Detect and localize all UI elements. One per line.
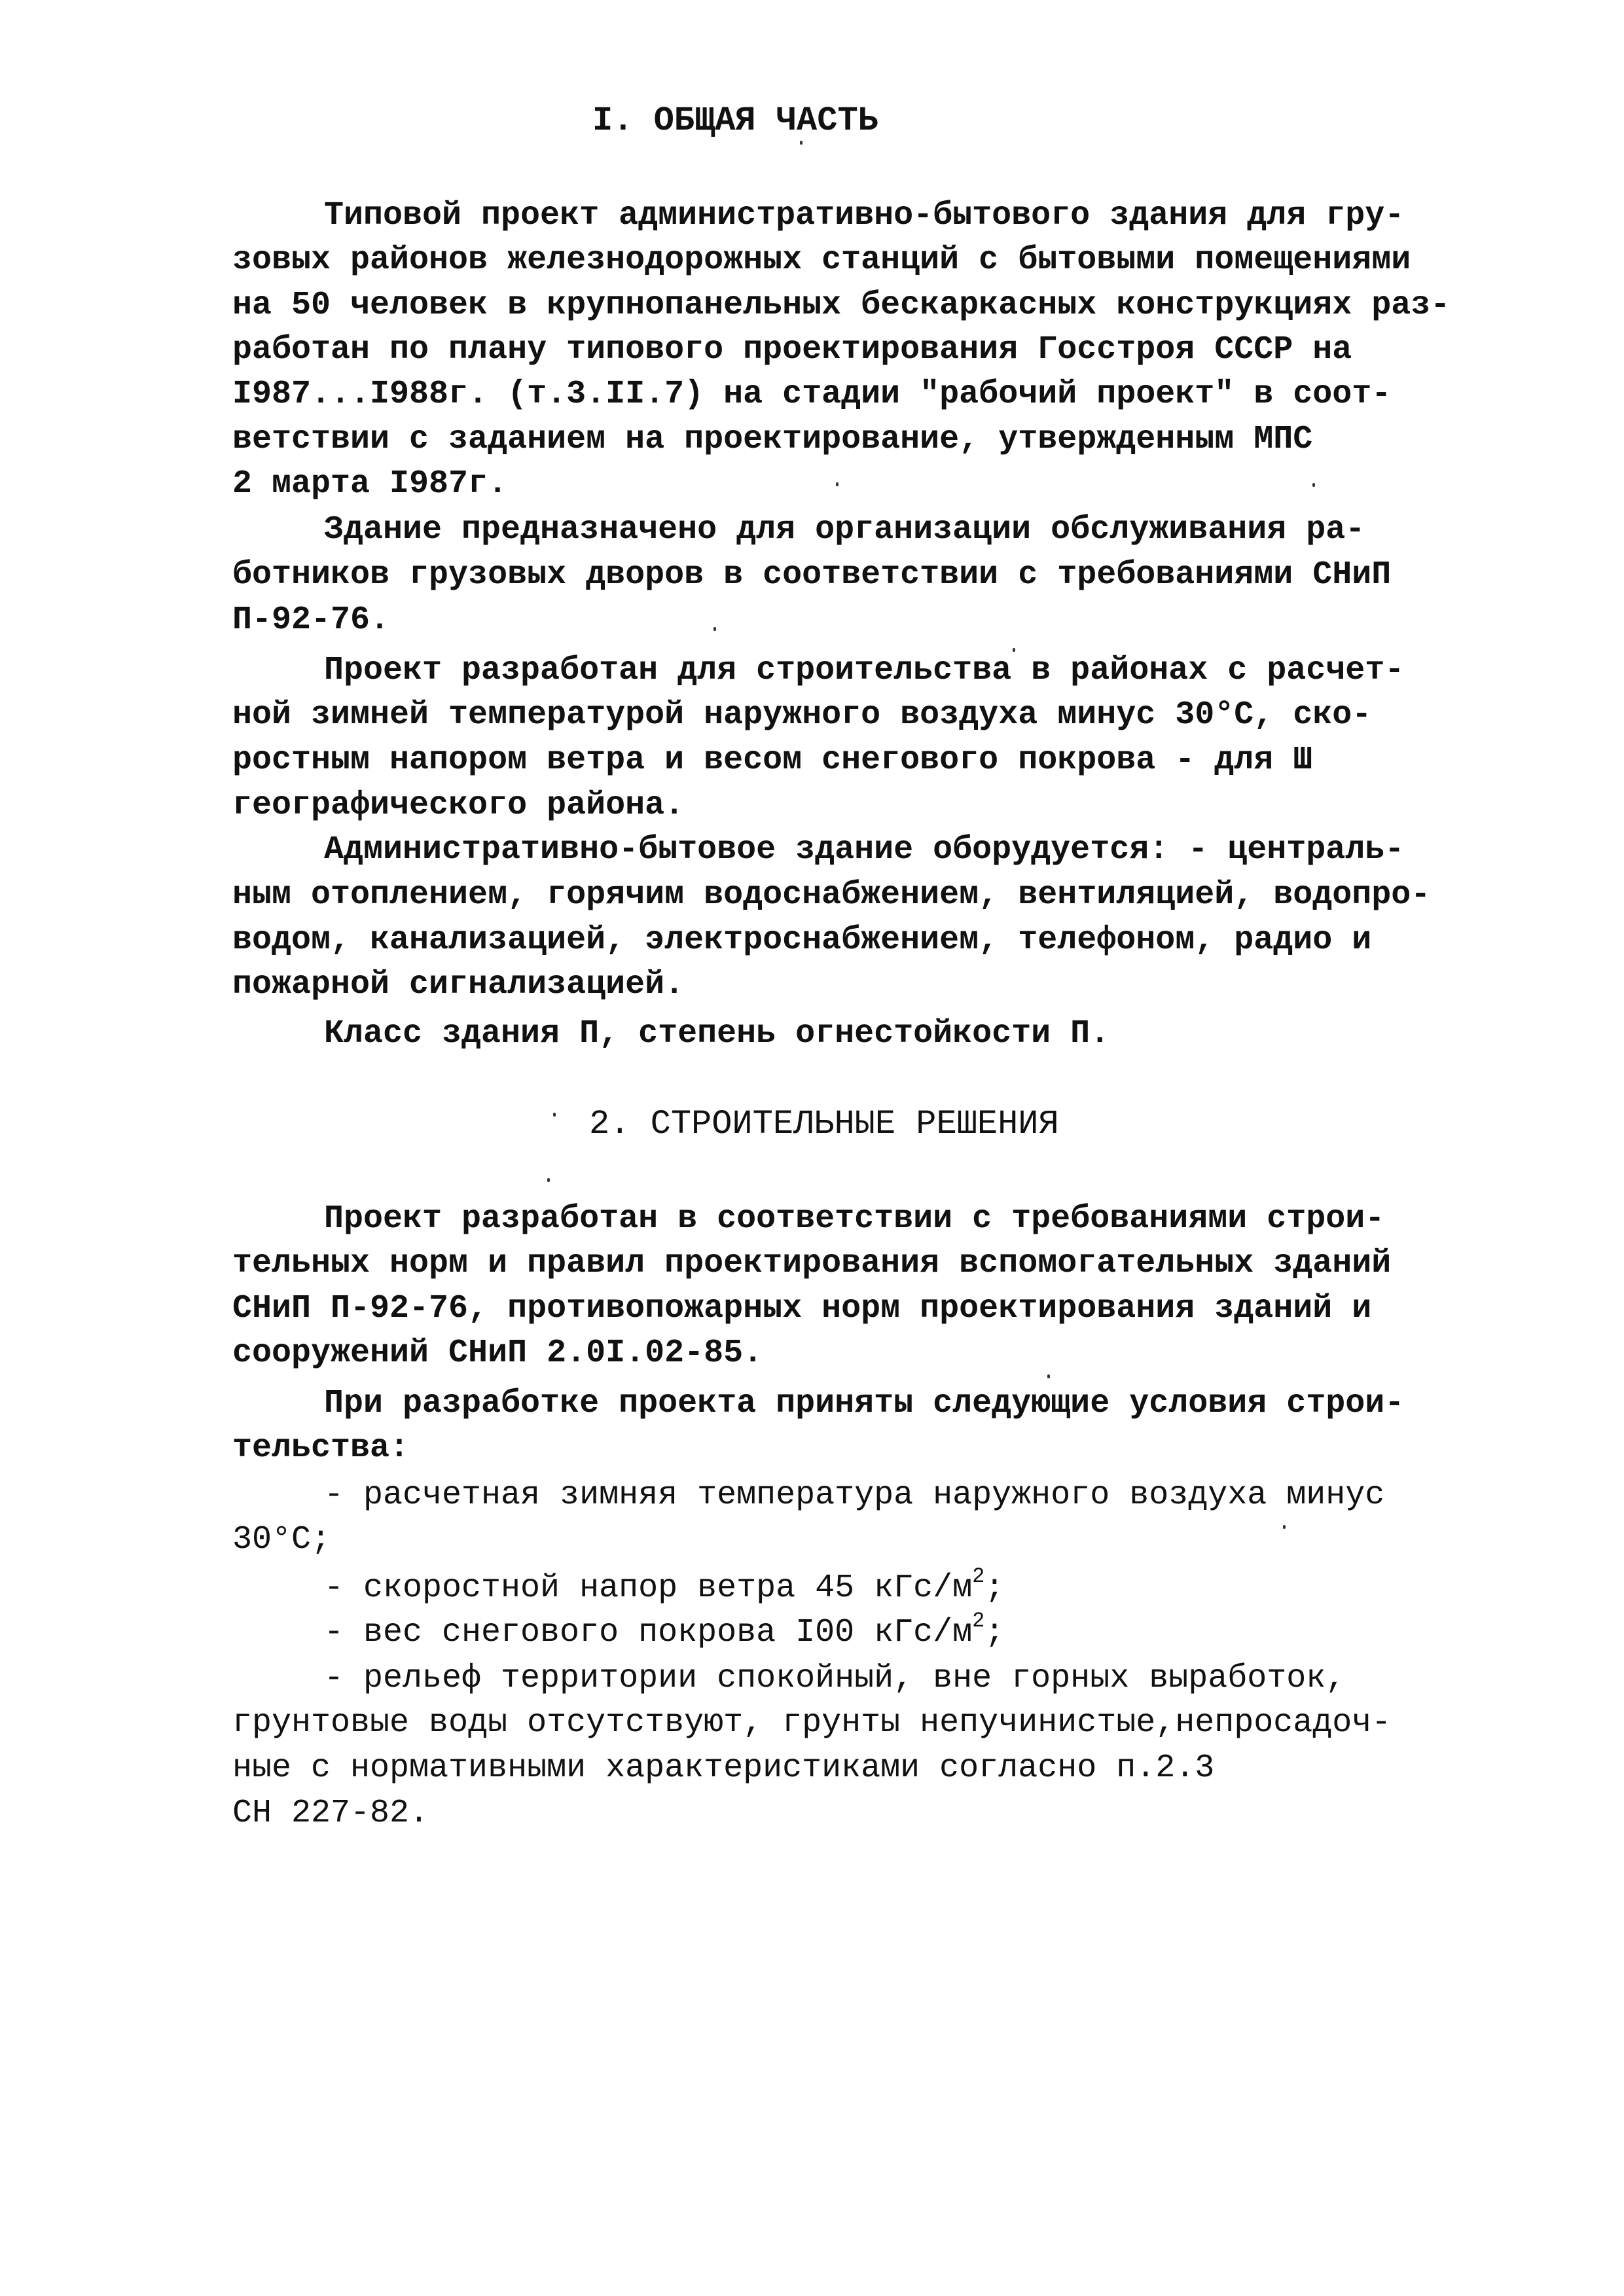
scan-speck xyxy=(1013,648,1015,652)
s1-p3-line-1: Проект разработан для строительства в районах с расчет- xyxy=(324,652,1405,689)
list-item-3-superscript: 2 xyxy=(972,1609,985,1633)
list-item-4-line-2: грунтовые воды отсутствуют, грунты непучинистые,непросадоч- xyxy=(232,1704,1392,1742)
scan-speck xyxy=(1047,1374,1050,1378)
s2-p1-line-2: тельных норм и правил проектирования вспомогательных зданий xyxy=(232,1245,1392,1282)
s2-p1-line-3: СНиП П-92-76, противопожарных норм проектирования зданий и xyxy=(232,1290,1372,1327)
section-2-heading: 2. СТРОИТЕЛЬНЫЕ РЕШЕНИЯ xyxy=(589,1105,1059,1143)
s1-p1-line-3: на 50 человек в крупнопанельных бескаркасных конструкциях раз- xyxy=(232,287,1451,324)
s1-p4-line-1: Административно-бытовое здание оборудуется: - централь- xyxy=(324,831,1405,869)
list-item-2-superscript: 2 xyxy=(972,1564,985,1588)
s1-p2-line-3: П-92-76. xyxy=(232,601,390,639)
s1-p4-line-4: пожарной сигнализацией. xyxy=(232,966,685,1003)
list-item-2-end: ; xyxy=(984,1570,1005,1607)
list-item-4-line-4: СН 227-82. xyxy=(232,1795,429,1832)
s1-p3-line-3: ростным напором ветра и весом снегового покрова - для Ш xyxy=(232,742,1313,779)
s1-p4-line-3: водом, канализацией, электроснабжением, телефоном, радио и xyxy=(232,922,1372,959)
s1-p1-line-1: Типовой проект административно-бытового здания для гру- xyxy=(324,197,1405,234)
s1-p2-line-2: ботников грузовых дворов в соответствии с требованиями СНиП xyxy=(232,556,1392,594)
scan-speck xyxy=(553,1113,556,1117)
list-item-3-end: ; xyxy=(984,1614,1005,1651)
s1-p1-line-4: работан по плану типового проектирования Госстроя СССР на xyxy=(232,331,1352,368)
s2-p2-line-2: тельства: xyxy=(232,1429,410,1467)
scan-speck xyxy=(1312,483,1315,487)
s2-p2-line-1: При разработке проекта приняты следующие условия строи- xyxy=(324,1385,1405,1422)
list-item-4-line-3: ные с нормативными характеристиками согласно п.2.3 xyxy=(232,1749,1215,1787)
list-item-4-line-1: - рельеф территории спокойный, вне горных выработок, xyxy=(324,1660,1346,1697)
s1-p1-line-5: I987...I988г. (т.3.II.7) на стадии "рабочий проект" в соот- xyxy=(232,376,1392,413)
s1-p3-line-4: географического района. xyxy=(232,787,685,824)
scan-speck xyxy=(800,141,803,145)
list-item-1-line-2: 30°С; xyxy=(232,1521,331,1558)
list-item-3 xyxy=(324,1610,1004,1656)
list-item-2-text: - скоростной напор ветра 45 кГс/м xyxy=(324,1570,973,1607)
s1-p4-line-2: ным отоплением, горячим водоснабжением, вентиляцией, водопро- xyxy=(232,876,1431,914)
scan-speck xyxy=(713,627,716,631)
s2-p1-line-4: сооружений СНиП 2.0I.02-85. xyxy=(232,1335,763,1372)
s2-p1-line-1: Проект разработан в соответствии с требованиями строи- xyxy=(324,1200,1385,1238)
scan-speck xyxy=(836,482,839,486)
s1-p1-line-2: зовых районов железнодорожных станций с бытовыми помещениями xyxy=(232,242,1411,279)
s1-p1-line-7: 2 марта I987г. xyxy=(232,465,508,503)
s1-p5-line-1: Класс здания П, степень огнестойкости П. xyxy=(324,1015,1110,1052)
scan-speck xyxy=(1283,1525,1286,1529)
list-item-1-line-1: - расчетная зимняя температура наружного воздуха минус xyxy=(324,1477,1385,1514)
list-item-3-text: - вес снегового покрова I00 кГс/м xyxy=(324,1614,973,1651)
s1-p3-line-2: ной зимней температурой наружного воздуха минус 30°С, ско- xyxy=(232,696,1372,734)
section-1-heading: I. ОБЩАЯ ЧАСТЬ xyxy=(592,101,878,140)
s1-p1-line-6: ветствии с заданием на проектирование, утвержденным МПС xyxy=(232,421,1313,458)
s1-p2-line-1: Здание предназначено для организации обслуживания ра- xyxy=(324,511,1365,548)
scan-speck xyxy=(547,1178,550,1182)
list-item-2 xyxy=(324,1566,1004,1611)
